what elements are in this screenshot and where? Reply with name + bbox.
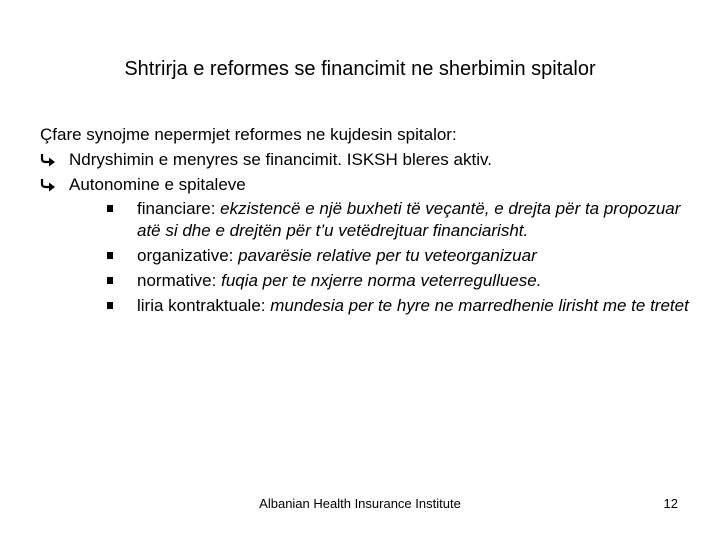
- square-bullet-icon: [107, 302, 113, 309]
- curved-arrow-icon: [40, 178, 56, 192]
- slide-title: Shtrirja e reformes se financimit ne sherbimin spitalor: [124, 58, 596, 80]
- sub-bullet-text: pavarësie relative per tu veteorganizuar: [238, 246, 537, 265]
- page-number: 12: [663, 496, 678, 511]
- bullet-financing: [40, 149, 690, 171]
- sub-bullet-organizational: [103, 245, 690, 267]
- curved-arrow-icon: [40, 153, 56, 167]
- bullet-text: Ndryshimin e menyres se financimit. ISKSH bleres aktiv.: [69, 150, 492, 169]
- sub-bullet-text: ekzistencë e një buxheti të veçantë, e drejta për ta propozuar atë si dhe e drejtën për t’u vetëdrejtuar financiarisht.: [137, 199, 681, 240]
- bullet-text: Autonomine e spitaleve: [69, 175, 246, 194]
- sub-bullet-label: organizative:: [137, 246, 239, 265]
- bullet-autonomy: [40, 174, 690, 317]
- square-bullet-icon: [107, 205, 113, 212]
- sub-bullet-contractual: [103, 295, 690, 317]
- sub-bullet-financial: [103, 198, 690, 242]
- sub-bullet-label: financiare:: [137, 199, 221, 218]
- footer-organization: Albanian Health Insurance Institute: [259, 496, 461, 511]
- square-bullet-icon: [107, 252, 113, 259]
- sub-bullet-label: liria kontraktuale:: [137, 296, 271, 315]
- sub-bullet-label: normative:: [137, 271, 222, 290]
- sub-bullet-normative: [103, 270, 690, 292]
- sub-bullet-text: fuqia per te nxjerre norma veterregulluese.: [221, 271, 542, 290]
- slide-body: [40, 124, 690, 320]
- intro-text: Çfare synojme nepermjet reformes ne kujdesin spitalor:: [40, 125, 457, 144]
- square-bullet-icon: [107, 277, 113, 284]
- autonomy-sub-list: [69, 198, 690, 317]
- sub-bullet-text: mundesia per te hyre ne marredhenie lirisht me te tretet: [270, 296, 689, 315]
